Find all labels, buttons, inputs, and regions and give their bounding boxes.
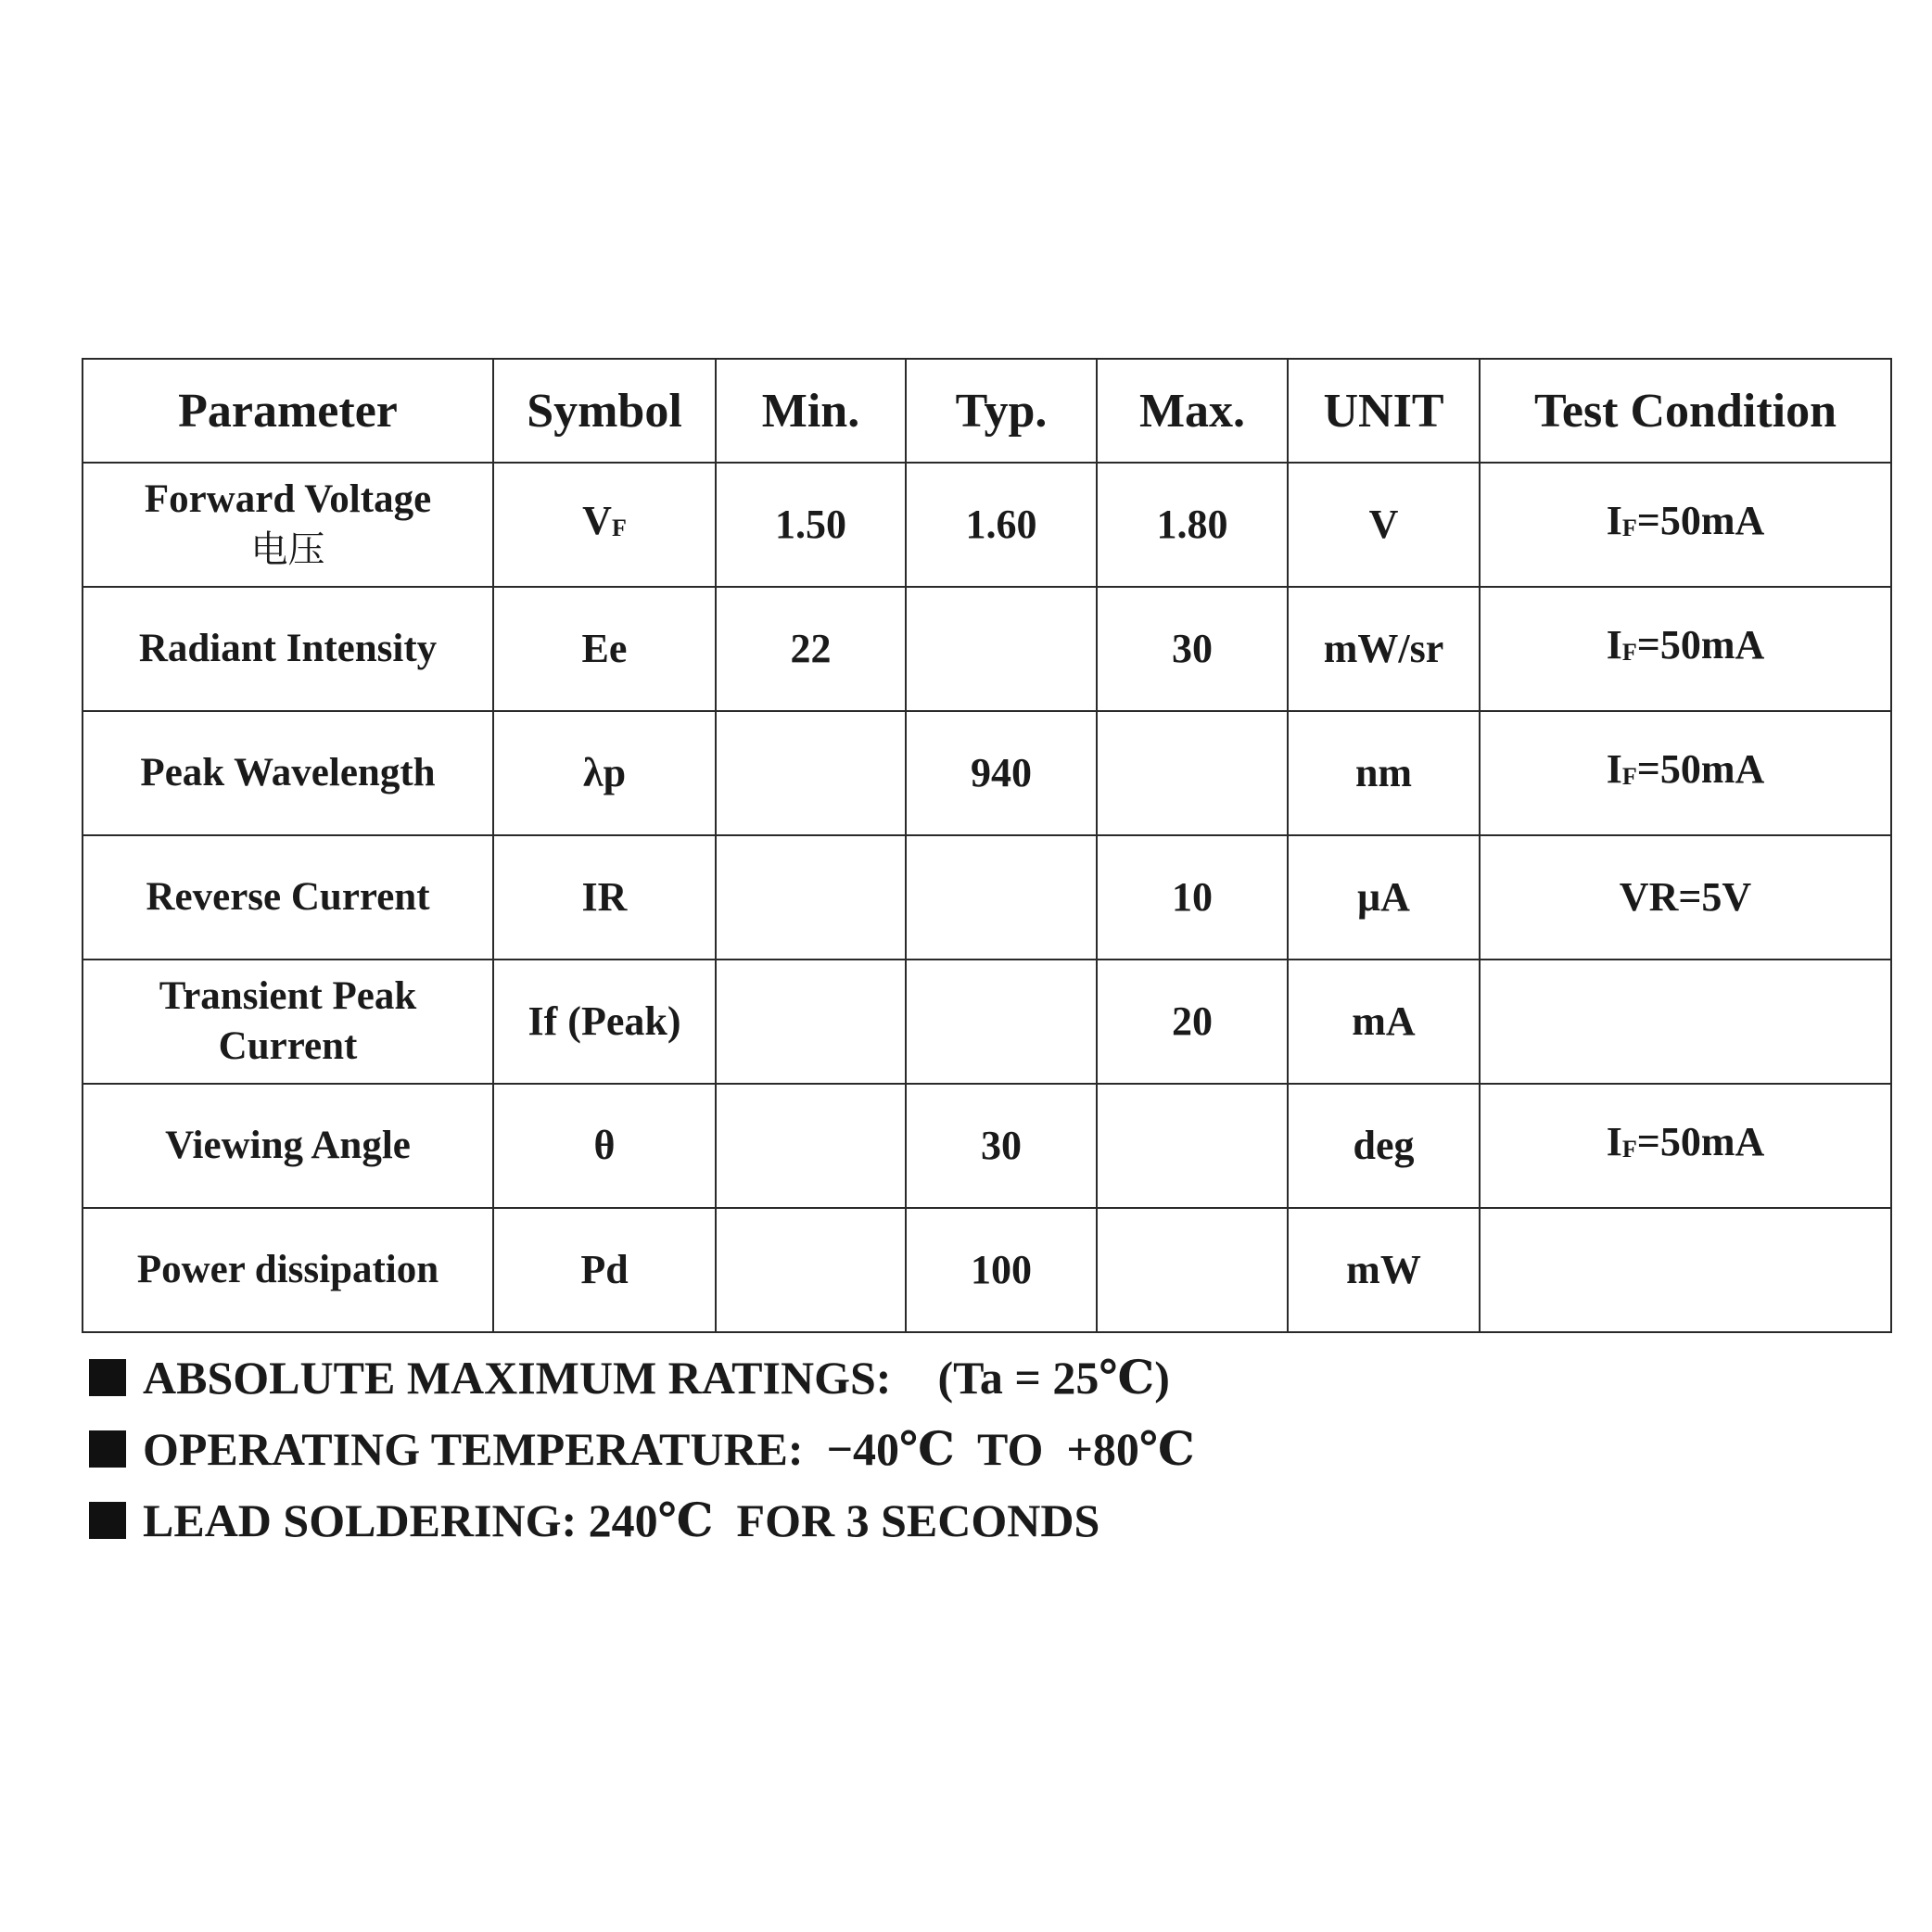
unit-cell: V bbox=[1288, 463, 1480, 587]
table-row bbox=[83, 463, 1891, 587]
parameter-cell: Radiant Intensity bbox=[83, 587, 493, 711]
symbol-cell bbox=[493, 463, 716, 587]
condition-subscript: F bbox=[1621, 763, 1637, 790]
symbol-cell: Ee bbox=[493, 587, 716, 711]
condition-rest: =50mA bbox=[1636, 622, 1765, 667]
table-row bbox=[83, 960, 1891, 1084]
header-symbol: Symbol bbox=[493, 359, 716, 463]
parameter-cell: Viewing Angle bbox=[83, 1084, 493, 1208]
note-absolute-maximum-ratings bbox=[89, 1341, 1850, 1413]
unit-cell: mW/sr bbox=[1288, 587, 1480, 711]
typ-cell: 1.60 bbox=[906, 463, 1097, 587]
min-cell: 22 bbox=[716, 587, 906, 711]
parameter-name-line1: Transient Peak bbox=[159, 974, 417, 1018]
max-cell: 10 bbox=[1097, 835, 1288, 960]
condition-rest: =50mA bbox=[1636, 498, 1765, 543]
min-cell bbox=[716, 1084, 906, 1208]
condition-rest: =50mA bbox=[1636, 746, 1765, 792]
note-text: LEAD SOLDERING: 240℃ FOR 3 SECONDS bbox=[143, 1494, 1100, 1546]
parameter-cell: Reverse Current bbox=[83, 835, 493, 960]
typ-cell: 940 bbox=[906, 711, 1097, 835]
typ-cell bbox=[906, 587, 1097, 711]
typ-cell: 100 bbox=[906, 1208, 1097, 1332]
typ-cell: 30 bbox=[906, 1084, 1097, 1208]
condition-subscript: F bbox=[1621, 639, 1637, 666]
condition-main: I bbox=[1606, 1119, 1622, 1164]
header-min: Min. bbox=[716, 359, 906, 463]
table-row bbox=[83, 1208, 1891, 1332]
condition-cell bbox=[1480, 711, 1891, 835]
parameter-cell: Power dissipation bbox=[83, 1208, 493, 1332]
header-test-condition: Test Condition bbox=[1480, 359, 1891, 463]
symbol-cell: IR bbox=[493, 835, 716, 960]
condition-cell bbox=[1480, 1208, 1891, 1332]
table-row bbox=[83, 587, 1891, 711]
min-cell bbox=[716, 1208, 906, 1332]
header-unit: UNIT bbox=[1288, 359, 1480, 463]
note-lead-soldering bbox=[89, 1484, 1850, 1556]
min-cell bbox=[716, 835, 906, 960]
parameter-name: Forward Voltage bbox=[144, 477, 432, 521]
min-cell bbox=[716, 711, 906, 835]
typ-cell bbox=[906, 960, 1097, 1084]
electrical-characteristics-table bbox=[82, 358, 1892, 1333]
symbol-cell: If (Peak) bbox=[493, 960, 716, 1084]
square-bullet-icon bbox=[89, 1359, 126, 1396]
square-bullet-icon bbox=[89, 1502, 126, 1539]
table-row bbox=[83, 711, 1891, 835]
unit-cell: mW bbox=[1288, 1208, 1480, 1332]
parameter-cell bbox=[83, 960, 493, 1084]
unit-cell: μA bbox=[1288, 835, 1480, 960]
parameter-name-line2: Current bbox=[218, 1024, 358, 1068]
parameter-name-cn: 电压 bbox=[250, 528, 325, 571]
condition-subscript: F bbox=[1621, 515, 1637, 541]
max-cell: 20 bbox=[1097, 960, 1288, 1084]
condition-main: I bbox=[1606, 746, 1622, 792]
table-row bbox=[83, 835, 1891, 960]
max-cell: 30 bbox=[1097, 587, 1288, 711]
symbol-cell: θ bbox=[493, 1084, 716, 1208]
condition-cell bbox=[1480, 1084, 1891, 1208]
unit-cell: deg bbox=[1288, 1084, 1480, 1208]
symbol-cell: Pd bbox=[493, 1208, 716, 1332]
condition-cell bbox=[1480, 463, 1891, 587]
condition-subscript: F bbox=[1621, 1136, 1637, 1163]
unit-cell: mA bbox=[1288, 960, 1480, 1084]
min-cell bbox=[716, 960, 906, 1084]
condition-rest: =50mA bbox=[1636, 1119, 1765, 1164]
square-bullet-icon bbox=[89, 1430, 126, 1468]
condition-main: I bbox=[1606, 622, 1622, 667]
header-max: Max. bbox=[1097, 359, 1288, 463]
max-cell bbox=[1097, 1084, 1288, 1208]
condition-cell bbox=[1480, 587, 1891, 711]
condition-cell: VR=5V bbox=[1480, 835, 1891, 960]
max-cell: 1.80 bbox=[1097, 463, 1288, 587]
header-typ: Typ. bbox=[906, 359, 1097, 463]
condition-cell bbox=[1480, 960, 1891, 1084]
condition-main: I bbox=[1606, 498, 1622, 543]
header-parameter: Parameter bbox=[83, 359, 493, 463]
max-cell bbox=[1097, 1208, 1288, 1332]
min-cell: 1.50 bbox=[716, 463, 906, 587]
symbol-cell: λp bbox=[493, 711, 716, 835]
note-text: OPERATING TEMPERATURE: −40℃ TO +80℃ bbox=[143, 1423, 1195, 1475]
parameter-cell bbox=[83, 463, 493, 587]
note-operating-temperature bbox=[89, 1413, 1850, 1484]
unit-cell: nm bbox=[1288, 711, 1480, 835]
table-row bbox=[83, 1084, 1891, 1208]
table-header-row bbox=[83, 359, 1891, 463]
ratings-notes bbox=[89, 1341, 1850, 1556]
parameter-cell: Peak Wavelength bbox=[83, 711, 493, 835]
symbol-subscript: F bbox=[611, 515, 627, 541]
max-cell bbox=[1097, 711, 1288, 835]
typ-cell bbox=[906, 835, 1097, 960]
symbol-main: V bbox=[582, 498, 612, 543]
note-text: ABSOLUTE MAXIMUM RATINGS: (Ta = 25℃) bbox=[143, 1352, 1170, 1404]
